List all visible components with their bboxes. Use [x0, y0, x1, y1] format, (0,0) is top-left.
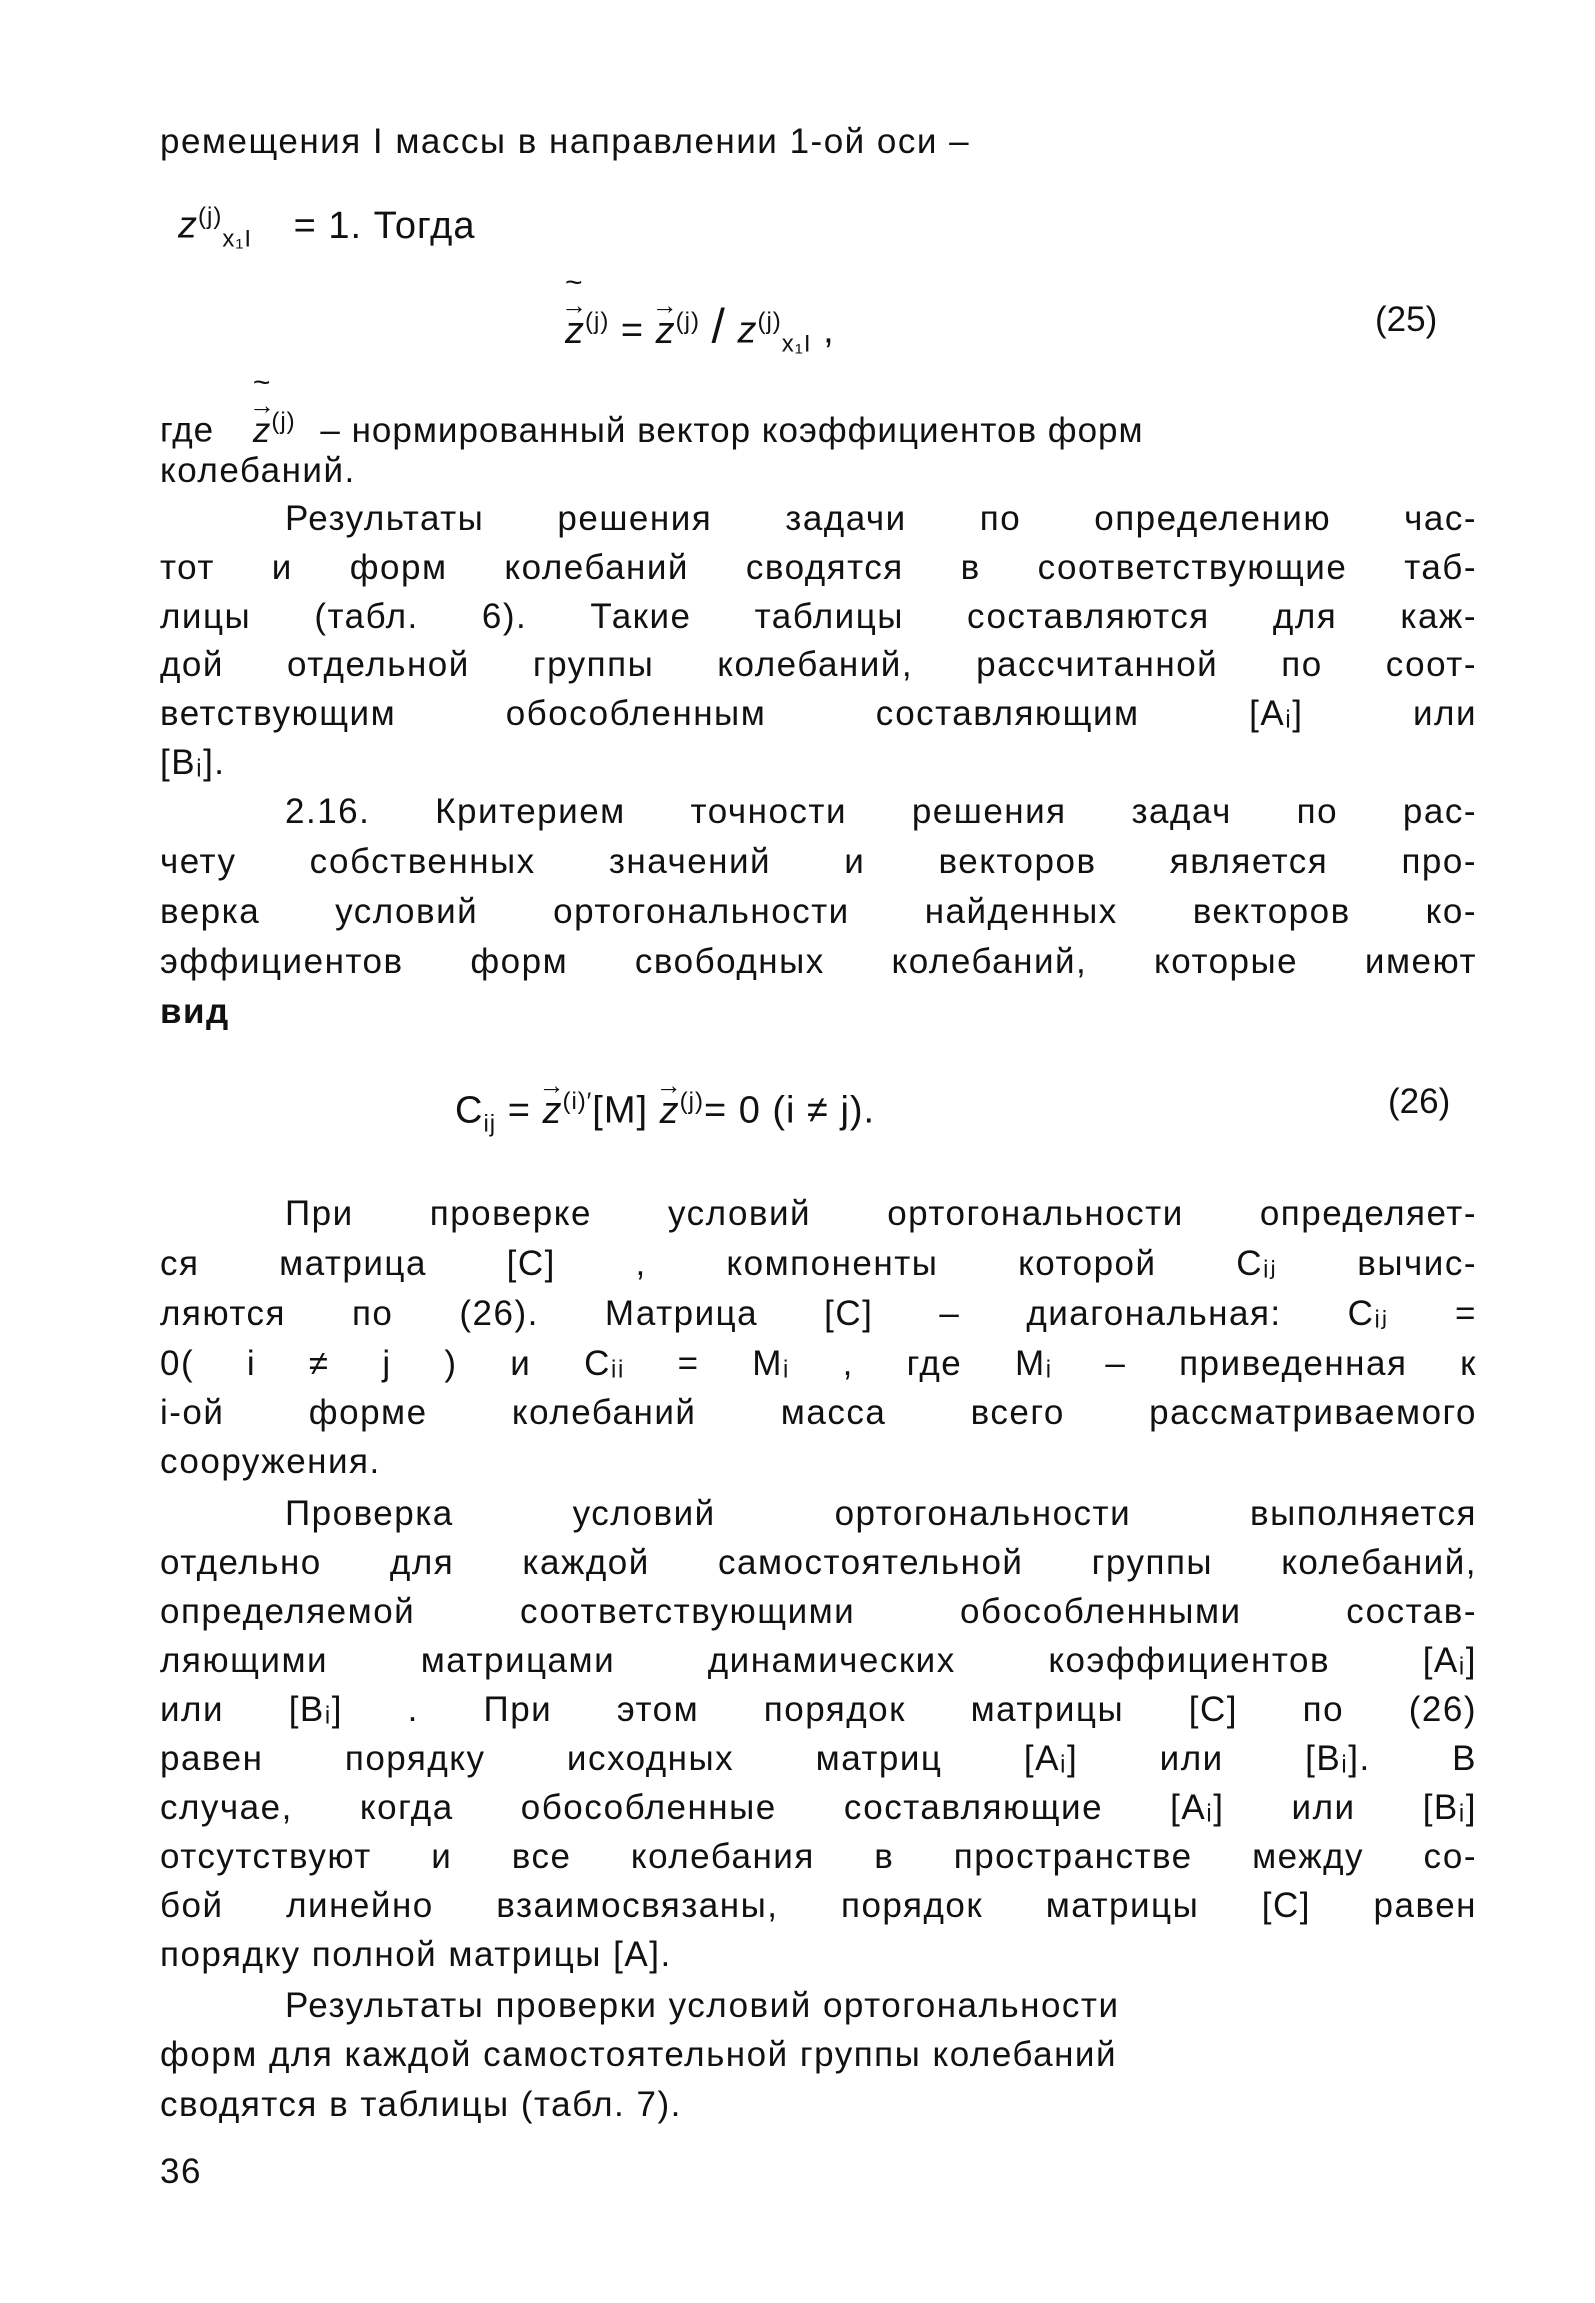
text-line: ветствующим обособленным составляющим [Aᵢ] или	[160, 694, 1477, 733]
math-symbol: → z	[660, 1089, 680, 1133]
text-line: 0( i ≠ j ) и Cᵢᵢ = Mᵢ , где Mᵢ – приведенная к	[160, 1344, 1477, 1383]
math-symbol: → z	[656, 309, 676, 353]
math-sup: (j)	[271, 408, 296, 435]
text-line: отсутствуют и все колебания в пространстве между со-	[160, 1837, 1477, 1876]
text-fragment: = 1. Тогда	[293, 204, 476, 247]
text-line: Проверка условий ортогональности выполняется	[285, 1494, 1477, 1533]
text-line: сводятся в таблицы (табл. 7).	[160, 2085, 682, 2124]
math-sup: (j)	[679, 1088, 704, 1115]
math-sup: (j)	[198, 203, 223, 230]
text-line: ремещения I массы в направлении 1-ой оси –	[160, 122, 971, 161]
math-op: /	[711, 300, 726, 354]
text-line	[160, 400, 1477, 453]
math-symbol: [M]	[592, 1089, 649, 1132]
text-line: i-ой форме колебаний масса всего рассматриваемого	[160, 1393, 1477, 1432]
text-line: или [Bᵢ] . При этом порядок матрицы [C] по (26)	[160, 1690, 1477, 1729]
text-line: отдельно для каждой самостоятельной группы колебаний,	[160, 1543, 1477, 1582]
text-line: бой линейно взаимосвязаны, порядок матрицы [C] равен	[160, 1886, 1477, 1925]
text-line: верка условий ортогональности найденных векторов ко-	[160, 892, 1477, 931]
equation-25	[565, 300, 835, 366]
math-symbol: C	[455, 1089, 484, 1132]
math-op: =	[507, 1089, 531, 1132]
math-symbol: z	[737, 309, 758, 352]
math-sup: (j)	[757, 308, 782, 335]
math-sup: (j)	[675, 308, 700, 335]
math-op: ,	[823, 309, 835, 352]
equation-number: (25)	[1375, 300, 1438, 339]
math-sup: (j)	[585, 308, 610, 335]
math-symbol: → z ~	[253, 409, 272, 453]
text-line: 2.16. Критерием точности решения задач по рас-	[285, 792, 1477, 831]
text-line: [Bᵢ].	[160, 743, 226, 782]
math-sup: (i)′	[562, 1088, 593, 1115]
text-line: дой отдельной группы колебаний, рассчитанной по соот-	[160, 645, 1477, 684]
text-line: ся матрица [C] , компоненты которой Cᵢⱼ вычис-	[160, 1244, 1477, 1283]
math-sub: ij	[483, 1110, 497, 1138]
text-line: чету собственных значений и векторов является про-	[160, 842, 1477, 881]
formula-z-x1I	[178, 195, 476, 261]
text-line: Результаты проверки условий ортогональности	[285, 1986, 1120, 2025]
text-line: эффициентов форм свободных колебаний, которые имеют	[160, 942, 1477, 981]
equation-26	[455, 1080, 875, 1146]
math-symbol: → z ~	[565, 309, 585, 353]
text-line: колебаний.	[160, 451, 356, 490]
text-line: ляющими матрицами динамических коэффициентов [Aᵢ]	[160, 1641, 1477, 1680]
math-op: =	[620, 309, 645, 352]
text-fragment: – нормированный вектор коэффициентов форм	[320, 410, 1144, 450]
math-op: = 0 (i ≠ j).	[703, 1089, 876, 1132]
text-line: вид	[160, 992, 230, 1031]
text-line: При проверке условий ортогональности определяет-	[285, 1194, 1477, 1233]
text-line: форм для каждой самостоятельной группы колебаний	[160, 2035, 1118, 2074]
text-line: ляются по (26). Матрица [C] – диагональная: Cᵢⱼ =	[160, 1294, 1477, 1333]
math-symbol: → z	[542, 1089, 562, 1133]
text-line: тот и форм колебаний сводятся в соответствующие таб-	[160, 548, 1477, 587]
text-line: порядку полной матрицы [A].	[160, 1935, 672, 1974]
page-number: 36	[160, 2152, 202, 2191]
math-sub: x₁I	[222, 225, 253, 253]
text-line: определяемой соответствующими обособленными состав-	[160, 1592, 1477, 1631]
equation-number: (26)	[1388, 1082, 1451, 1121]
text-fragment: где	[160, 410, 215, 450]
math-symbol: z	[178, 204, 198, 247]
text-line: сооружения.	[160, 1442, 381, 1481]
math-sub: x₁I	[781, 330, 812, 358]
text-line: равен порядку исходных матриц [Aᵢ] или [Bᵢ]. В	[160, 1739, 1477, 1778]
text-line: Результаты решения задачи по определению час-	[285, 499, 1477, 538]
text-line: случае, когда обособленные составляющие [Aᵢ] или [Bᵢ]	[160, 1788, 1477, 1827]
text-line: лицы (табл. 6). Такие таблицы составляются для каж-	[160, 597, 1477, 636]
